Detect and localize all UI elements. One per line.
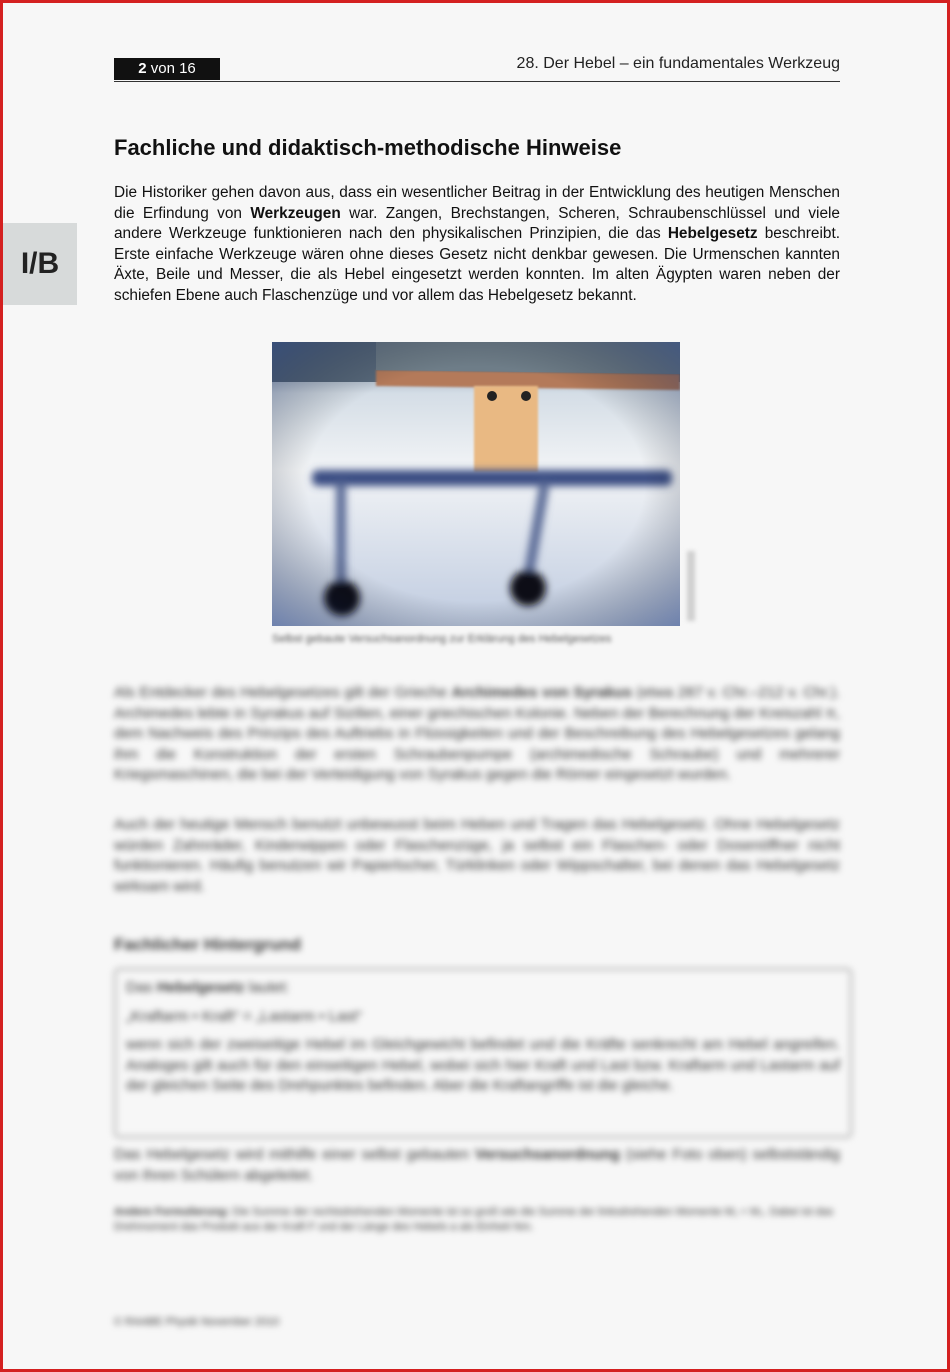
photo-credit	[687, 551, 695, 621]
intro-text-3: beschreibt. Erste einfache Werkzeuge wären ohne dieses Gesetz nicht denkbar gewesen. Die Urmenschen kannten Äxte, Beile und Messer, die als Hebel eingesetzt werden konnten. Im alten Ägypten waren neben der schiefen Ebene auch Flaschenzüge und vor allem das Hebelgesetz bekannt.	[114, 225, 841, 304]
experiment-paragraph	[114, 1145, 840, 1186]
para1-text-2: (etwa 287 v. Chr.–212 v. Chr.). Archimedes lebte in Syrakus auf Sizilien, einer griechischen Kolonie. Neben der Berechnung der Kreiszahl π, dem Nachweis des Prinzips des Auftriebs in Flüssigkeiten und der Beschreibung des Hebelgesetzes gelang ihm die Konstruktion der ersten Schraubenpumpe (archimedische Schraube) und mehrerer Kriegsmaschinen, die bei der Verteidigung von Syrakus gegen die Römer eingesetzt wurden.	[114, 684, 840, 783]
everyday-lever-paragraph: Auch der heutige Mensch benutzt unbewusst beim Heben und Tragen das Hebelgesetz. Ohne Hebelgesetz würden Zahnräder, Kinderwippen oder Flaschenzüge, ja selbst ein Flaschen- oder Dosenöffner nicht funktionieren. Häufig benutzen wir Papierlocher, Türklinken oder Wippschalter, bei denen das Hebelgesetz wirksam wird.	[114, 816, 840, 895]
intro-bold-werkzeugen: Werkzeugen	[250, 204, 341, 222]
lever-apparatus-photo	[272, 342, 680, 626]
page-header	[114, 55, 840, 82]
intro-paragraph	[114, 183, 840, 306]
page-footer: © RAABE Physik November 2010	[114, 1316, 280, 1328]
footnote-bold: Andere Formulierung:	[114, 1206, 230, 1218]
archimedes-bold: Archimedes von Syrakus	[451, 684, 632, 701]
intro-text-2: war. Zangen, Brechstangen, Scheren, Schraubenschlüssel und viele andere Werkzeuge funktionieren nach den physikalischen Prinzipien, die das	[114, 204, 840, 242]
section-title: Fachliche und didaktisch-methodische Hinweise	[114, 135, 622, 160]
footnote-text: Die Summe der rechtsdrehenden Momente ist so groß wie die Summe der linksdrehenden Momente M₁ = M₂. Dabei ist das Drehmoment das Produkt aus der Kraft F und der Länge des Hebels a als Einheit Nm.	[114, 1206, 834, 1233]
page-number: 2	[138, 60, 147, 77]
lever-apparatus-illustration	[272, 342, 680, 626]
law-suffix: lautet:	[244, 979, 290, 996]
archimedes-paragraph	[114, 683, 840, 786]
para3-text-2: (siehe Foto oben) selbstständig von Ihren Schülern abgeleitet.	[114, 1146, 840, 1184]
law-bold: Hebelgesetz	[156, 979, 245, 996]
experiment-bold: Versuchsanordnung	[474, 1146, 620, 1163]
page-count: von 16	[150, 60, 196, 77]
para1-text-1: Als Entdecker des Hebelgesetzes gilt der Grieche	[114, 684, 452, 701]
side-tab-label: I/B	[3, 223, 77, 305]
intro-text-1: Die Historiker gehen davon aus, dass ein wesentlicher Beitrag in der Entwicklung des heutigen Menschen die Erfindung von	[114, 184, 840, 222]
page-number-badge	[114, 58, 220, 80]
law-intro	[126, 978, 840, 999]
law-formula: „Kraftarm • Kraft“ = „Lastarm • Last“	[126, 1007, 362, 1025]
law-prefix: Das	[126, 979, 157, 996]
photo-caption: Selbst gebaute Versuchsanordnung zur Erklärung des Hebelgesetzes	[272, 633, 612, 645]
running-title: 28. Der Hebel – ein fundamentales Werkzeug	[516, 55, 840, 72]
para3-text-1: Das Hebelgesetz wird mithilfe einer selbst gebauten	[114, 1146, 475, 1163]
intro-bold-hebelgesetz: Hebelgesetz	[667, 225, 758, 242]
law-body: wenn sich der zweiseitige Hebel im Gleichgewicht befindet und die Kräfte senkrecht am Hebel angreifen. Analoges gilt auch für den einseitigen Hebel, wobei sich hier Kraft und Last bzw. Kraftarm und Lastarm auf der gleichen Seite des Drehpunktes befinden. Aber die Kraftangriffe ist die gleiche.	[126, 1036, 840, 1094]
lever-law-box	[114, 968, 852, 1138]
footnote	[114, 1205, 840, 1235]
background-heading: Fachlicher Hintergrund	[114, 935, 302, 954]
